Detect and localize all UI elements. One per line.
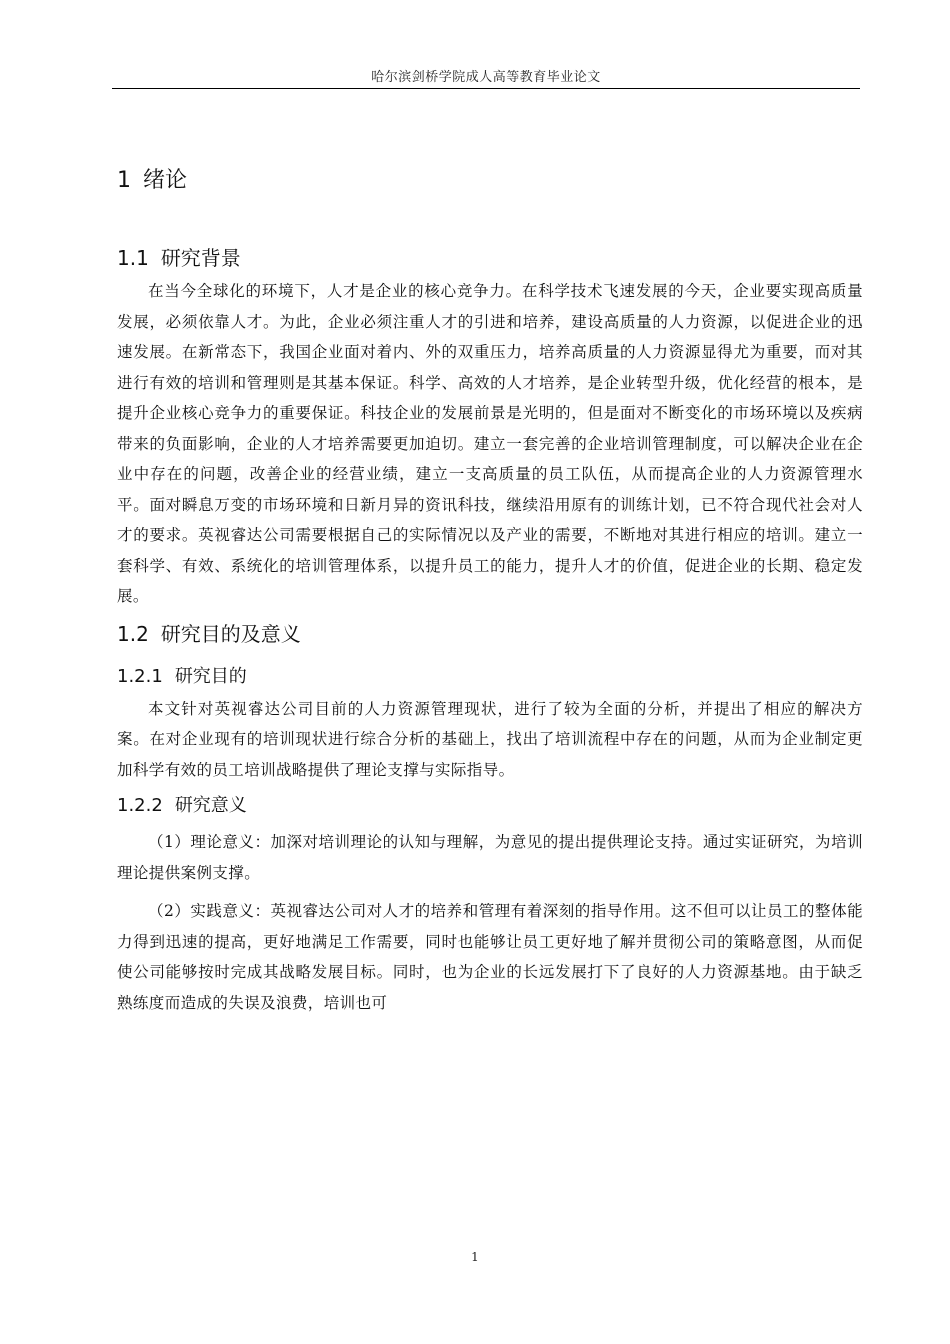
subsection-heading-1-2-2 (117, 789, 863, 823)
chapter-title: 绪论 (143, 168, 188, 193)
practical-significance-paragraph: （2）实践意义：英视睿达公司对人才的培养和管理有着深刻的指导作用。这不但可以让员工的整体能力得到迅速的提高，更好地满足工作需要，同时也能够让员工更好地了解并贯彻公司的策略意图，从而促使公司能够按时完成其战略发展目标。同时，也为企业的长远发展打下了良好的人力资源基地。由于缺乏熟练度而造成的失误及浪费，培训也可 (117, 902, 863, 1012)
running-header: 哈尔滨剑桥学院成人高等教育毕业论文 (371, 70, 601, 85)
section-title: 研究目的及意义 (160, 621, 301, 646)
page-body (117, 160, 863, 1018)
subsection-title: 研究目的 (174, 665, 247, 687)
chapter-heading (117, 160, 863, 202)
page-number: 1 (471, 1250, 479, 1264)
subsection-heading-1-2-1 (117, 660, 863, 694)
section-title: 研究背景 (160, 246, 241, 270)
subsection-number: 1.2.1 (117, 665, 163, 687)
section-heading-1-2 (117, 616, 863, 652)
purpose-paragraph: 本文针对英视睿达公司目前的人力资源管理现状，进行了较为全面的分析，并提出了相应的解决方案。在对企业现有的培训现状进行综合分析的基础上，找出了培训流程中存在的问题，从而为企业制定更加科学有效的员工培训战略提供了理论支撑与实际指导。 (117, 699, 863, 779)
section-number: 1.2 (117, 621, 149, 646)
subsection-number: 1.2.2 (117, 795, 163, 816)
section-heading-1-1 (117, 240, 863, 276)
section-number: 1.1 (117, 246, 149, 270)
header-divider (112, 88, 860, 89)
background-paragraph: 在当今全球化的环境下，人才是企业的核心竞争力。在科学技术飞速发展的今天，企业要实现高质量发展，必须依靠人才。为此，企业必须注重人才的引进和培养，建设高质量的人力资源，以促进企业的迅速发展。在新常态下，我国企业面对着内、外的双重压力，培养高质量的人力资源显得尤为重要，而对其进行有效的培训和管理则是其基本保证。科学、高效的人才培养，是企业转型升级，优化经营的根本，是提升企业核心竞争力的重要保证。科技企业的发展前景是光明的，但是面对不断变化的市场环境以及疾病带来的负面影响，企业的人才培养需要更加迫切。建立一套完善的企业培训管理制度，可以解决企业在企业中存在的问题，改善企业的经营业绩，建立一支高质量的员工队伍，从而提高企业的人力资源管理水平。面对瞬息万变的市场环境和日新月异的资讯科技，继续沿用原有的训练计划，已不符合现代社会对人才的要求。英视睿达公司需要根据自己的实际情况以及产业的需要，不断地对其进行相应的培训。建立一套科学、有效、系统化的培训管理体系，以提升员工的能力，提升人才的价值，促进企业的长期、稳定发展。 (117, 282, 863, 605)
subsection-title: 研究意义 (174, 795, 247, 816)
chapter-number: 1 (117, 168, 131, 193)
theoretical-significance-paragraph: （1）理论意义：加深对培训理论的认知与理解，为意见的提出提供理论支持。通过实证研究，为培训理论提供案例支撑。 (117, 833, 863, 882)
